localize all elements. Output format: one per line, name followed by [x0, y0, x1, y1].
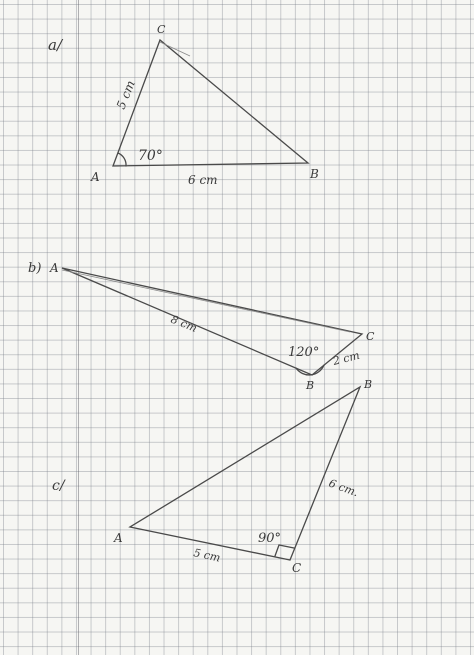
- vertex-c-A: A: [114, 531, 123, 545]
- vertex-c-B: B: [364, 378, 373, 391]
- triangle-c: [130, 387, 360, 560]
- right-angle-mark: [275, 545, 294, 556]
- vertex-a-B: B: [310, 167, 319, 181]
- vertex-a-A: A: [91, 170, 100, 184]
- angle-c-value: 90°: [258, 531, 282, 546]
- side-ac-length: 5 cm: [113, 78, 138, 112]
- figure-b: [28, 261, 375, 392]
- figure-c-label: c/: [52, 478, 65, 494]
- vertex-b-A: A: [50, 261, 59, 275]
- vertex-c-C: C: [292, 561, 302, 575]
- side-ab-length: 6 cm: [188, 173, 218, 187]
- vertex-a-C: C: [157, 23, 166, 36]
- figure-c: [52, 378, 372, 575]
- angle-arc-a: [118, 153, 126, 166]
- figure-b-label: b): [28, 261, 42, 276]
- side-ab-length: 8 cm: [168, 312, 199, 335]
- side-bc-length: 6 cm.: [326, 476, 361, 500]
- angle-b-value: 120°: [288, 345, 320, 360]
- construction-line: [160, 42, 190, 56]
- construction-line: [62, 270, 350, 332]
- side-ac-length: 5 cm: [192, 546, 222, 565]
- vertex-b-B: B: [306, 379, 315, 392]
- figure-a: [48, 23, 319, 187]
- angle-a-value: 70°: [138, 148, 163, 164]
- side-bc-length: 2 cm: [331, 348, 362, 368]
- figure-a-label: a/: [48, 36, 62, 54]
- vertex-b-C: C: [366, 330, 375, 343]
